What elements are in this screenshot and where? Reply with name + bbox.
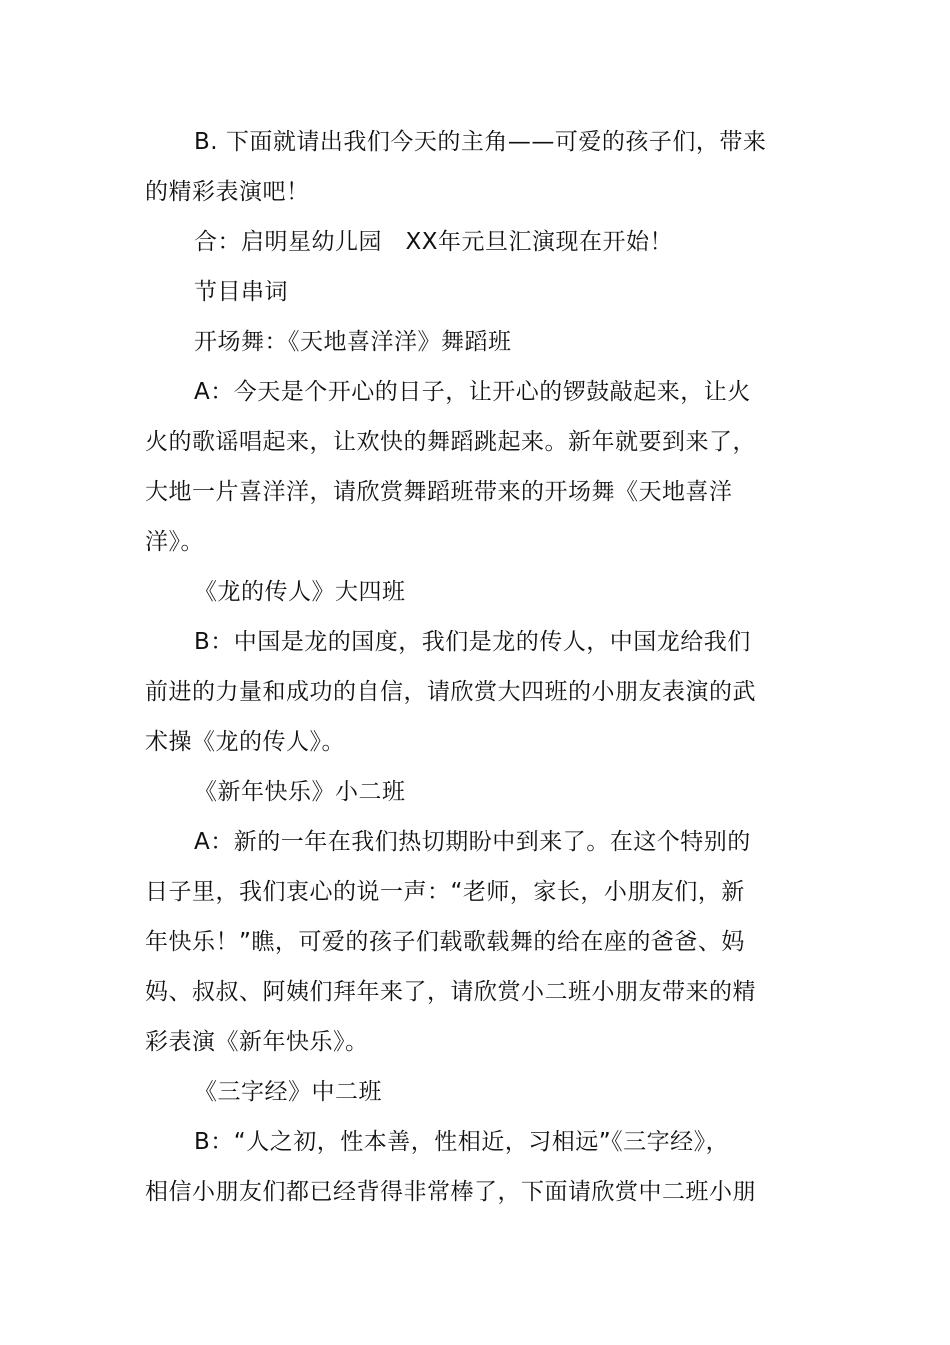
program-title: 《龙的传人》大四班: [194, 579, 406, 605]
section-heading: 节目串词: [194, 279, 288, 305]
paragraph-line: A：今天是个开心的日子，让开心的锣鼓敲起来，让火: [194, 379, 751, 405]
paragraph-line: B. 下面就请出我们今天的主角——可爱的孩子们，带来: [194, 129, 767, 155]
paragraph-line: 前进的力量和成功的自信，请欣赏大四班的小朋友表演的武: [145, 679, 756, 705]
paragraph-line: 日子里，我们衷心的说一声：“老师，家长，小朋友们，新: [145, 879, 745, 905]
program-title: 《三字经》中二班: [194, 1079, 382, 1105]
paragraph-line: 年快乐！”瞧，可爱的孩子们载歌载舞的给在座的爸爸、妈: [145, 929, 745, 955]
paragraph-line: 洋》。: [145, 529, 204, 555]
paragraph-line: B：“人之初，性本善，性相近，习相远”《三字经》，: [194, 1129, 730, 1155]
paragraph-line: 合：启明星幼儿园 XX年元旦汇演现在开始！: [194, 229, 674, 255]
paragraph-line: B：中国是龙的国度，我们是龙的传人，中国龙给我们: [194, 629, 751, 655]
program-title: 开场舞：《天地喜洋洋》舞蹈班: [194, 329, 512, 355]
paragraph-line: 妈、叔叔、阿姨们拜年来了，请欣赏小二班小朋友带来的精: [145, 979, 756, 1005]
paragraph-line: 的精彩表演吧！: [145, 179, 310, 205]
paragraph-line: 火的歌谣唱起来，让欢快的舞蹈跳起来。新年就要到来了，: [145, 429, 756, 455]
program-title: 《新年快乐》小二班: [194, 779, 406, 805]
paragraph-line: 彩表演《新年快乐》。: [145, 1029, 369, 1055]
paragraph-line: A：新的一年在我们热切期盼中到来了。在这个特别的: [194, 829, 751, 855]
paragraph-line: 大地一片喜洋洋，请欣赏舞蹈班带来的开场舞《天地喜洋: [145, 479, 733, 505]
paragraph-line: 术操《龙的传人》。: [145, 729, 345, 755]
paragraph-line: 相信小朋友们都已经背得非常棒了，下面请欣赏中二班小朋: [145, 1179, 756, 1205]
